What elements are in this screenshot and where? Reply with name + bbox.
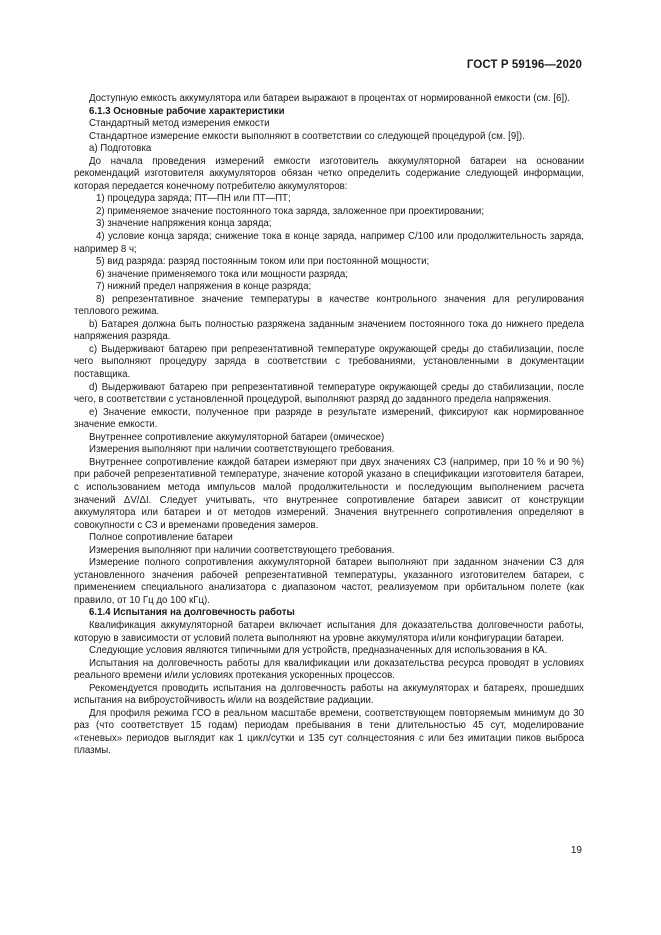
paragraph: Измерения выполняют при наличии соответствующего требования. <box>89 544 395 556</box>
paragraph: Внутреннее сопротивление аккумуляторной батареи (омическое) <box>89 431 385 443</box>
list-item: 1) процедура заряда; ПТ—ПН или ПТ—ПТ; <box>96 193 291 205</box>
paragraph: Испытания на долговечность работы для квалификации или доказательства ресурса проводят в условиях реального времени и/или условиях протекания ускоренных процессов. <box>74 657 584 682</box>
paragraph: Для профиля режима ГСО в реальном масштабе времени, соответствующем повторяемым минимум до 30 раз (что соответствует 15 годам) периодам пребывания в тени длительностью 45 сут, моделирование «теневых» периодов выглядит как 1 цикл/сутки и 135 сут солнцестояния с или без имитации пиков выброса плазмы. <box>74 707 584 757</box>
list-item: 5) вид разряда: разряд постоянным током или при постоянной мощности; <box>96 256 430 268</box>
paragraph: Квалификация аккумуляторной батареи включает испытания для доказательства долговечности работы, которую в зависимости от условий полета выполняют на уровне аккумулятора и/или конфигурации батареи. <box>74 619 584 644</box>
paragraph: b) Батарея должна быть полностью разряжена заданным значением постоянного тока до нижнего предела напряжения разряда. <box>74 318 584 343</box>
paragraph: Следующие условия являются типичными для устройств, предназначенных для использования в КА. <box>89 645 548 657</box>
document-code: ГОСТ Р 59196—2020 <box>466 59 582 71</box>
paragraph: До начала проведения измерений емкости изготовитель аккумуляторной батареи на основании рекомендаций изготовителя аккумуляторов обязан четко определить содержание следующей информации, которая передается конечному потребителю аккумуляторов: <box>74 155 584 192</box>
page-number: 19 <box>570 845 582 856</box>
paragraph: Внутреннее сопротивление каждой батареи измеряют при двух значениях СЗ (например, при 10 % и 90 %) при рабочей репрезентативной температуре, значение которой указано в спецификации изготовителя батареи, с использованием метода импульсов малой продолжительности и последующим выполнением расчета значений ΔV/ΔI. Следует учитывать, что внутреннее сопротивление батареи зависит от конструкции аккумулятора или батареи и от методов измерений. Значения внутреннего сопротивления определяют в совокупности с СЗ и временами проведения замеров. <box>74 456 584 531</box>
paragraph: с) Выдерживают батарею при репрезентативной температуре окружающей среды до стабилизации, после чего выполняют процедуру заряда в соответствии с требованиями, установленными в документации поставщика. <box>74 343 584 381</box>
paragraph: d) Выдерживают батарею при репрезентативной температуре окружающей среды до стабилизации, после чего, в соответствии с установленной процедурой, выполняют разряд до заданного предела напряжения. <box>74 381 584 406</box>
paragraph: е) Значение емкости, полученное при разряде в результате измерений, фиксируют как нормированное значение емкости. <box>74 406 584 431</box>
paragraph: Доступную емкость аккумулятора или батареи выражают в процентах от нормированной емкости (см. [6]). <box>89 93 571 104</box>
paragraph: Измерение полного сопротивления аккумуляторной батареи выполняют при заданном значении СЗ для установленного значения рабочей репрезентативной температуры, указанного изготовителем батареи, с применением специального анализатора с диапазоном частот, реализуемом при орбитальном полете (как правило, от 10 Гц до 100 кГц). <box>74 557 584 606</box>
list-item: 8) репрезентативное значение температуры в качестве контрольного значения для регулирования теплового режима. <box>74 293 584 318</box>
paragraph: Измерения выполняют при наличии соответствующего требования. <box>89 444 395 456</box>
list-item: 3) значение напряжения конца заряда; <box>96 218 272 230</box>
paragraph: Рекомендуется проводить испытания на долговечность работы на аккумуляторах и батареях, прошедших испытания на виброустойчивость и/или на воздействие радиации. <box>74 682 584 707</box>
list-item: 2) применяемое значение постоянного тока заряда, заложенное при проектировании; <box>96 205 485 217</box>
list-item: 4) условие конца заряда; снижение тока в конце заряда, например С/100 или продолжительность заряда, например 8 ч; <box>74 231 584 255</box>
section-heading-6-1-3: 6.1.3 Основные рабочие характеристики <box>89 105 285 117</box>
section-heading-6-1-4: 6.1.4 Испытания на долговечность работы <box>89 607 295 619</box>
paragraph: Стандартное измерение емкости выполняют в соответствии со следующей процедурой (см. [9]). <box>89 130 525 142</box>
paragraph: Полное сопротивление батареи <box>89 532 233 544</box>
document-body <box>74 93 584 758</box>
list-item: 6) значение применяемого тока или мощности разряда; <box>96 268 348 280</box>
paragraph: а) Подготовка <box>89 143 152 155</box>
list-item: 7) нижний предел напряжения в конце разряда; <box>96 281 312 293</box>
paragraph: Стандартный метод измерения емкости <box>89 118 270 130</box>
